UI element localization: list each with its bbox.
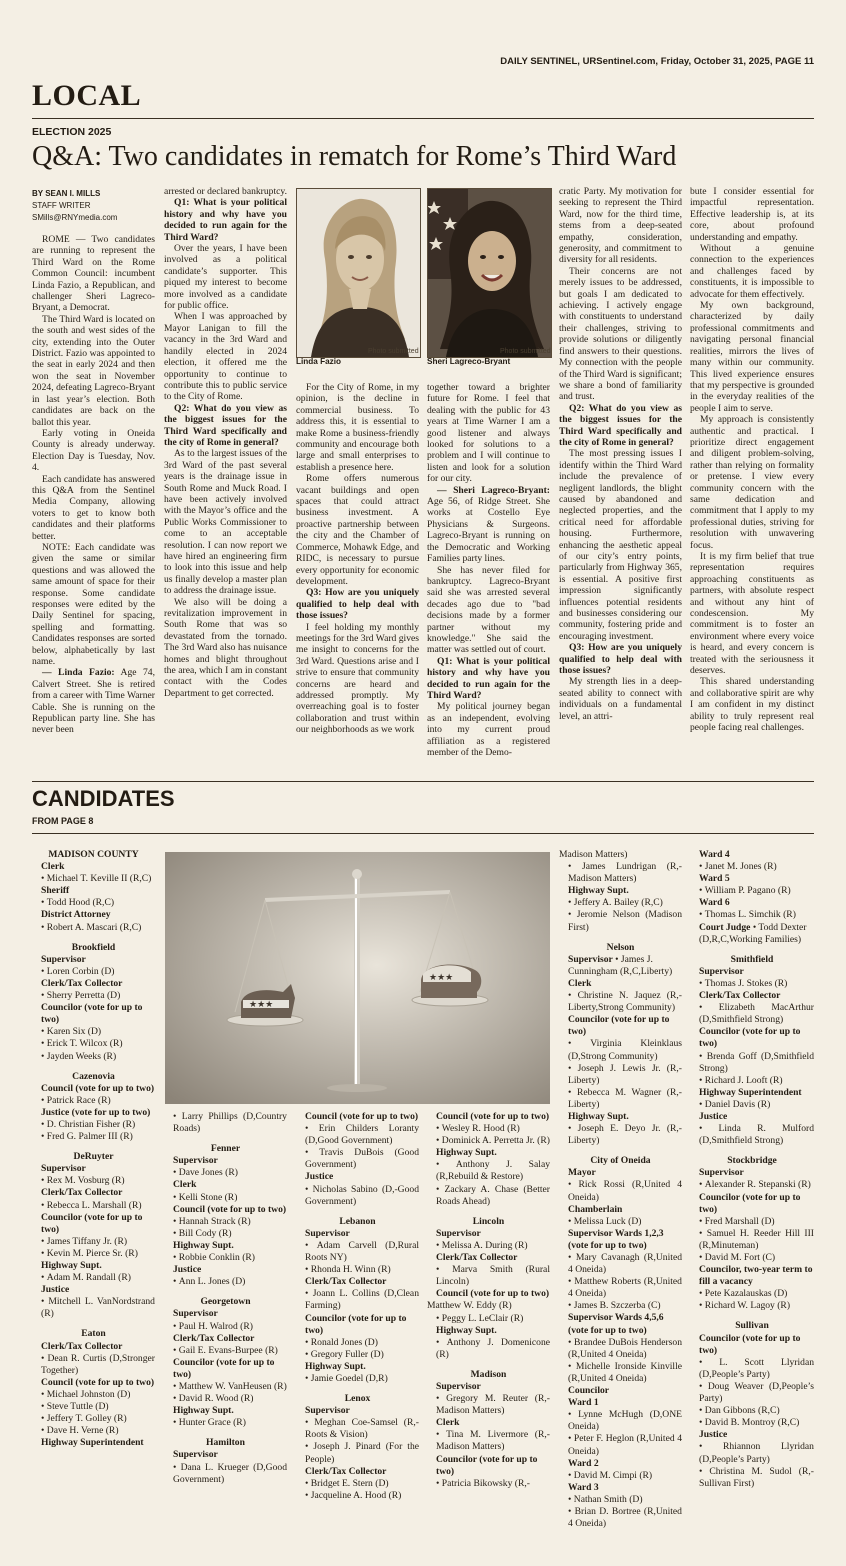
office-label: Sheriff bbox=[41, 885, 70, 897]
candidate-name: • Karen Six (D) bbox=[32, 1026, 155, 1038]
office-label: Ward 6 bbox=[699, 897, 730, 909]
photo-credit-2: Photo submitted bbox=[500, 348, 551, 355]
office-label: Supervisor bbox=[699, 965, 744, 977]
candidate-name: • Fred G. Palmer III (R) bbox=[32, 1131, 155, 1143]
candidate-name: • Peggy L. LeClair (R) bbox=[427, 1313, 550, 1325]
candidate-name: • Dave H. Verne (R) bbox=[32, 1425, 155, 1437]
office-label: Supervisor bbox=[173, 1155, 218, 1167]
office-label: Highway Supt. bbox=[173, 1405, 234, 1417]
office-label: Clerk bbox=[173, 1179, 197, 1191]
article-paragraph: Early voting in Oneida County is already underway. Election Day is Tuesday, Nov. 4. bbox=[32, 427, 155, 474]
article-paragraph: As to the largest issues of the 3rd Ward of the past several years is the drainage issue in South Rome and Muck Road. I have been actively involved with the Mayor’s office and the Public Works Commissioner to come to an acceptable resolution. I can now report we have hired an engineering firm to look into this issue and help us finally develop a master plan to address the drainage issue. bbox=[164, 448, 287, 597]
article-paragraph: Each candidate has answered this Q&A from the Sentinel Media Company, allowing voters to get to know both candidates and their platforms better. bbox=[32, 473, 155, 542]
candidate-name: • Jeffery A. Bailey (R,C) bbox=[559, 897, 682, 909]
byline-email: SMills@RNYmedia.com bbox=[32, 213, 118, 222]
candidate-name: • Rick Rossi (R,United 4 Oneida) bbox=[559, 1179, 682, 1203]
office-label: Clerk/Tax Collector bbox=[699, 990, 781, 1002]
article-question: Q3: How are you uniquely qualified to help deal with those issues? bbox=[559, 642, 682, 677]
candidate-name: • David B. Montroy (R,C) bbox=[690, 1417, 814, 1429]
scales-photo bbox=[165, 852, 550, 1104]
candidate-name: • Loren Corbin (D) bbox=[32, 966, 155, 978]
office-label: Clerk/Tax Collector bbox=[173, 1332, 255, 1344]
office-label: Supervisor bbox=[699, 1167, 744, 1179]
candidate-name: • Jamie Goedel (D,R) bbox=[296, 1373, 419, 1385]
office-label: Clerk/Tax Collector bbox=[305, 1276, 387, 1288]
municipality-heading: Nelson bbox=[606, 941, 635, 953]
article-question: Q3: How are you uniquely qualified to help deal with those issues? bbox=[296, 587, 419, 622]
candidate-name: • Richard W. Lagoy (R) bbox=[690, 1300, 814, 1312]
section-divider bbox=[32, 781, 814, 782]
candidate-name: • Anthony J. Domenicone (R) bbox=[427, 1337, 550, 1361]
photo-caption-2: Sheri Lagreco-Bryant bbox=[427, 357, 511, 366]
candidate-name: • Hunter Grace (R) bbox=[164, 1417, 287, 1429]
candidate-name: • Nathan Smith (D) bbox=[559, 1494, 682, 1506]
municipality-heading: Eaton bbox=[81, 1328, 106, 1340]
candidate-name: • Todd Dexter (D,R,C,Working Families) bbox=[699, 921, 807, 945]
candidate-name: • Joann L. Collins (D,Clean Farming) bbox=[296, 1288, 419, 1312]
candidate-name: • Daniel Davis (R) bbox=[690, 1099, 814, 1111]
candidate-name: • Elizabeth MacArthur (D,Smithfield Strong) bbox=[690, 1002, 814, 1026]
candidate-name: • Alexander R. Stepanski (R) bbox=[690, 1179, 814, 1191]
article-paragraph: cratic Party. My motivation for seeking to represent the Third Ward, now for the third time, stems from a deep-seated empathy, consideration, generosity, and commitment to diversity for all residents. bbox=[559, 186, 682, 266]
candidates-kicker: FROM PAGE 8 bbox=[32, 816, 94, 826]
photo-credit-1: Photo submitted bbox=[368, 348, 419, 355]
candidate-name: • L. Scott Llyridan (D,People’s Party) bbox=[690, 1357, 814, 1381]
candidate-name: • Dana L. Krueger (D,Good Government) bbox=[164, 1462, 287, 1486]
office-label: Councilor (vote for up to two) bbox=[305, 1312, 407, 1336]
municipality-heading: Lebanon bbox=[339, 1215, 376, 1227]
candidate-name: • Bridget E. Stern (D) bbox=[296, 1478, 419, 1490]
municipality-heading: Hamilton bbox=[206, 1437, 245, 1449]
office-label: Supervisor bbox=[305, 1405, 350, 1417]
article-paragraph: bute I consider essential for impactful representation. Effective leadership is, at its core, about profound understanding and empathy. bbox=[690, 186, 814, 243]
office-label: District Attorney bbox=[41, 909, 111, 921]
candidate-name: • Christine N. Jaquez (R,-Liberty,Strong Community) bbox=[559, 990, 682, 1014]
article-paragraph: NOTE: Each candidate was given the same or similar questions and was allowed the same amount of space for their response. Some candidate responses were edited by the Daily Sentinel for spacing, spelling and formatting. Candidates responses are sorted below, alphabetically by last name. bbox=[32, 541, 155, 668]
candidates-title: CANDIDATES bbox=[32, 786, 175, 811]
candidate-name: • David R. Wood (R) bbox=[164, 1393, 287, 1405]
candidate-name: • Marva Smith (Rural Lincoln) bbox=[427, 1264, 550, 1288]
photo-caption-1: Linda Fazio bbox=[296, 357, 342, 366]
article-paragraph: I feel holding my monthly meetings for the 3rd Ward gives me insight to concerns for the 3rd Ward. Questions arise and I strive to ensure that community concerns are heard and addressed promptly. My overreaching goal is to foster collaboration and trust within our neighborhoods as we work bbox=[296, 621, 419, 736]
office-with-candidate bbox=[690, 922, 814, 946]
candidate-name: • Todd Hood (R,C) bbox=[32, 897, 155, 909]
candidate-name: • Christina M. Sudol (R,-Sullivan First) bbox=[690, 1466, 814, 1490]
candidate-name: • Rebecca M. Wagner (R,-Liberty) bbox=[559, 1087, 682, 1111]
office-label: Council (vote for up to two) bbox=[41, 1082, 155, 1094]
article-paragraph: When I was approached by Mayor Lanigan to fill the vacancy in the 3rd Ward and handily elected in 2024 election, it offered me the opportunity to continue to contribute this to public service to the City of Rome. bbox=[164, 311, 287, 403]
office-label: Supervisor bbox=[568, 953, 613, 965]
office-label: Supervisor bbox=[305, 1227, 350, 1239]
candidate-name: • Rex M. Vosburg (R) bbox=[32, 1175, 155, 1187]
office-label: Clerk bbox=[41, 861, 65, 873]
office-label: Councilor (vote for up to two) bbox=[699, 1191, 801, 1215]
office-label: Council (vote for up to two) bbox=[173, 1203, 287, 1215]
candidate-name: • Steve Tuttle (D) bbox=[32, 1401, 155, 1413]
office-label: Councilor (vote for up to two) bbox=[699, 1026, 801, 1050]
municipality-heading: Fenner bbox=[210, 1143, 241, 1155]
candidate-name: • Wesley R. Hood (R) bbox=[427, 1123, 550, 1135]
candidate-name: • Janet M. Jones (R) bbox=[690, 861, 814, 873]
article-question: Q1: What is your political history and why have you decided to run again for the Third Ward? bbox=[164, 197, 287, 243]
office-label: Clerk/Tax Collector bbox=[41, 1187, 123, 1199]
municipality-heading: MADISON COUNTY bbox=[48, 849, 139, 860]
office-label: Councilor bbox=[568, 1385, 610, 1397]
office-label: Justice bbox=[305, 1171, 334, 1183]
office-label: Councilor (vote for up to two) bbox=[41, 1002, 143, 1026]
candidate-name: • Dave Jones (R) bbox=[164, 1167, 287, 1179]
office-label: Highway Supt. bbox=[41, 1260, 102, 1271]
candidate-name: • Rhonda H. Winn (R) bbox=[296, 1264, 419, 1276]
candidate-name: • Erick T. Wilcox (R) bbox=[32, 1038, 155, 1050]
candidates-rule bbox=[32, 833, 814, 834]
candidate-lead-in: — Linda Fazio: bbox=[42, 667, 115, 679]
office-label: Ward 1 bbox=[568, 1397, 599, 1409]
candidate-name: • Ann L. Jones (D) bbox=[164, 1276, 287, 1288]
candidate-name: • Nicholas Sabino (D,-Good Government) bbox=[296, 1184, 419, 1208]
article-paragraph: For the City of Rome, in my opinion, is the decline in commercial business. To address this, it is essential to make Rome a business-friendly community and encourage both large and small enterprises to establish a presence here. bbox=[296, 382, 419, 473]
candidate-name: • Pete Kazalauskas (D) bbox=[690, 1288, 814, 1300]
office-label: Council (vote for up to two) bbox=[436, 1288, 550, 1300]
candidate-name: • Michael T. Keville II (R,C) bbox=[32, 873, 155, 885]
office-label: Justice bbox=[41, 1284, 70, 1296]
article-paragraph: This shared understanding and collaborative spirit are why I am confident in my distinct ability to truly represent real people facing real challenges. bbox=[690, 676, 814, 734]
candidate-name: • Doug Weaver (D,People’s Party) bbox=[690, 1381, 814, 1405]
candidate-name: • Robert A. Mascari (R,C) bbox=[32, 922, 155, 934]
candidates-column-5 bbox=[559, 849, 682, 1561]
article-paragraph: Without a genuine connection to the experiences and challenges faced by constituents, it is impossible to advocate for them effectively. bbox=[690, 243, 814, 300]
office-label: Ward 5 bbox=[699, 873, 730, 885]
portrait-woman-dark-hair-icon bbox=[428, 189, 551, 357]
candidate-name: • Tina M. Livermore (R,-Madison Matters) bbox=[427, 1429, 550, 1453]
article-column-2 bbox=[164, 186, 287, 774]
municipality-heading: Cazenovia bbox=[72, 1070, 115, 1082]
candidate-name: • Gregory M. Reuter (R,-Madison Matters) bbox=[427, 1393, 550, 1417]
article-question: Q2: What do you view as the biggest issues for the Third Ward specifically and the city of Rome in general? bbox=[164, 402, 287, 448]
article-paragraph: together toward a brighter future for Rome. I feel that dealing with the public for 43 years at Time Warner I am a good listener and always looked for solutions to a problem and I will continue to listen and look for a solution for our city. bbox=[427, 382, 550, 485]
office-label: Clerk bbox=[568, 977, 592, 989]
photo-linda-fazio bbox=[296, 188, 421, 358]
office-label: Ward 2 bbox=[568, 1457, 599, 1469]
candidate-name: • Anthony J. Salay (R,Rebuild & Restore) bbox=[427, 1159, 550, 1183]
candidate-name: • Rhiannon Llyridan (D,People’s Party) bbox=[690, 1441, 814, 1465]
office-label: Supervisor Wards 1,2,3 (vote for up to two) bbox=[568, 1227, 664, 1251]
article-paragraph: The Third Ward is located on the south and west sides of the city, extending into the Outer District. Fazio was appointed to the seat in early 2024 and then won the seat in November 2024, defeating Lagreco-Bryant in last year’s election. Both candidates are back on the ballot this year. bbox=[32, 313, 155, 428]
candidate-name: • David M. Fort (C) bbox=[690, 1252, 814, 1264]
candidate-name: • Brenda Goff (D,Smithfield Strong) bbox=[690, 1051, 814, 1075]
candidate-name: • Dominick A. Perretta Jr. (R) bbox=[427, 1135, 550, 1147]
article-paragraph: My approach is consistently authentic and practical. I prioritize direct engagement and diligent problem-solving, rather than relying on formality or pretense. I view every community concern with the same dedication and commitment that I apply to my professional duties, striving for resolution with unwavering focus. bbox=[690, 414, 814, 551]
office-label: Court Judge bbox=[699, 921, 751, 933]
candidate-name: • Jeromie Nelson (Madison First) bbox=[559, 909, 682, 933]
municipality-heading: Sullivan bbox=[735, 1320, 769, 1332]
candidate-name: • Ronald Jones (D) bbox=[296, 1337, 419, 1349]
office-label: Councilor (vote for up to two) bbox=[41, 1211, 143, 1235]
office-label: Supervisor bbox=[436, 1380, 481, 1392]
office-label: Supervisor bbox=[41, 953, 86, 965]
office-label: Clerk/Tax Collector bbox=[41, 1340, 123, 1352]
candidate-name: • Samuel H. Reeder Hill III (R,Minuteman) bbox=[690, 1228, 814, 1252]
candidate-name: • Jeffery T. Golley (R) bbox=[32, 1413, 155, 1425]
office-label: Supervisor Wards 4,5,6 (vote for up to two) bbox=[568, 1312, 664, 1336]
article-question: Q1: What is your political history and why have you decided to run again for the Third Ward? bbox=[427, 655, 550, 701]
byline-role: STAFF WRITER bbox=[32, 201, 91, 210]
byline-name: BY SEAN I. MILLS bbox=[32, 189, 101, 198]
candidate-name: • Gail E. Evans-Burpee (R) bbox=[164, 1345, 287, 1357]
candidate-name: • Brandee DuBois Henderson (R,United 4 Oneida) bbox=[559, 1337, 682, 1361]
candidate-name: • Patrick Race (R) bbox=[32, 1095, 155, 1107]
candidate-name: • Rebecca L. Marshall (R) bbox=[32, 1200, 155, 1212]
article-kicker: ELECTION 2025 bbox=[32, 126, 112, 138]
article-column-1 bbox=[32, 234, 155, 774]
office-label: Council (vote for up to two) bbox=[436, 1111, 550, 1122]
candidate-name: • Mary Cavanagh (R,United 4 Oneida) bbox=[559, 1252, 682, 1276]
candidate-name: • Peter F. Heglon (R,United 4 Oneida) bbox=[559, 1433, 682, 1457]
office-label: Councilor (vote for up to two) bbox=[699, 1332, 801, 1356]
article-paragraph: It is my firm belief that true representation requires approaching constituents as partners, with absolute respect and without any hint of condescension. My commitment is to foster an environment where every voice is heard, and every concern is treated with the seriousness it deserves. bbox=[690, 551, 814, 677]
candidate-name: • Linda R. Mulford (D,Smithfield Strong) bbox=[690, 1123, 814, 1147]
candidate-name: • William P. Pagano (R) bbox=[690, 885, 814, 897]
office-label: Mayor bbox=[568, 1167, 596, 1179]
municipality-heading: Smithfield bbox=[730, 953, 774, 965]
article-paragraph: Over the years, I have been involved as a political candidate’s supporter. This piqued my interest to become more involved as a candidate for public office. bbox=[164, 243, 287, 312]
candidate-name: • D. Christian Fisher (R) bbox=[32, 1119, 155, 1131]
candidate-name: • Matthew W. VanHeusen (R) bbox=[164, 1381, 287, 1393]
article-paragraph: My strength lies in a deep-seated ability to connect with individuals on a fundamental level, an attri- bbox=[559, 676, 682, 722]
candidate-name: Matthew W. Eddy (R) bbox=[427, 1300, 512, 1312]
candidate-name: • Michael Johnston (D) bbox=[32, 1389, 155, 1401]
portrait-woman-blonde-icon bbox=[297, 189, 420, 357]
candidates-column-4 bbox=[427, 1111, 550, 1561]
candidate-name: • James Lundrigan (R,-Madison Matters) bbox=[559, 861, 682, 885]
office-label: Councilor, two-year term to fill a vacancy bbox=[699, 1264, 813, 1288]
municipality-heading: Madison bbox=[470, 1368, 507, 1380]
candidate-name: • Fred Marshall (D) bbox=[690, 1216, 814, 1228]
candidate-name: • Joseph J. Lewis Jr. (R,-Liberty) bbox=[559, 1063, 682, 1087]
candidate-name: • James J. Cunningham (R,C,Liberty) bbox=[568, 953, 673, 977]
candidate-name: • Dan Gibbons (R,C) bbox=[690, 1405, 814, 1417]
municipality-heading: Stockbridge bbox=[727, 1155, 777, 1167]
office-label: Highway Supt. bbox=[436, 1147, 497, 1159]
svg-text:★★★: ★★★ bbox=[249, 1000, 274, 1010]
candidate-lead-in: — Sheri Lagreco-Bryant: bbox=[437, 484, 550, 496]
candidates-column-1 bbox=[32, 849, 155, 1559]
article-paragraph: She has never filed for bankruptcy. Lagreco-Bryant said she was arrested several decades ago due to "bad decisions made by a former partner without my knowledge." She said the matter was settled out of court. bbox=[427, 564, 550, 656]
office-with-candidate bbox=[559, 954, 682, 978]
office-label: Supervisor bbox=[436, 1227, 481, 1239]
office-label: Supervisor bbox=[41, 1163, 86, 1175]
byline bbox=[32, 188, 160, 224]
candidates-column-2 bbox=[164, 1111, 287, 1561]
office-label: Clerk bbox=[436, 1417, 460, 1429]
municipality-heading: City of Oneida bbox=[590, 1155, 651, 1167]
candidate-name: • Jacqueline A. Hood (R) bbox=[296, 1490, 419, 1502]
candidate-name: • Patricia Bikowsky (R,- bbox=[427, 1478, 550, 1490]
candidate-name: • James Tiffany Jr. (R) bbox=[32, 1236, 155, 1248]
candidate-name: • Bill Cody (R) bbox=[164, 1228, 287, 1240]
office-label: Highway Supt. bbox=[305, 1360, 366, 1372]
article-column-6 bbox=[690, 186, 814, 774]
article-paragraph: My political journey began as an independent, evolving into my current proud affiliation as a registered member of the Demo- bbox=[427, 701, 550, 758]
candidate-name: • Erin Childers Loranty (D,Good Government) bbox=[296, 1123, 419, 1147]
candidate-name: • Travis DuBois (Good Government) bbox=[296, 1147, 419, 1171]
section-title: LOCAL bbox=[32, 79, 142, 112]
candidate-name: • Jayden Weeks (R) bbox=[32, 1051, 155, 1063]
candidate-name: • Melissa Luck (D) bbox=[559, 1216, 682, 1228]
office-label: Highway Supt. bbox=[568, 885, 629, 897]
article-question: Q2: What do you view as the biggest issues for the Third Ward specifically and the city of Rome in general? bbox=[559, 402, 682, 448]
article-paragraph: arrested or declared bankruptcy. bbox=[164, 186, 287, 197]
candidate-name: • Meghan Coe-Samsel (R,-Roots & Vision) bbox=[296, 1417, 419, 1441]
candidate-name: • Hannah Strack (R) bbox=[164, 1216, 287, 1228]
article-paragraph: My own background, characterized by daily professional commitments and navigating personal financial realities, mirrors the lives of many within our community. This lived experience ensures that my perspective is grounded in the everyday realities of the people I aim to serve. bbox=[690, 300, 814, 414]
candidates-column-6 bbox=[690, 849, 814, 1561]
candidate-name: • Michelle Ironside Kinville (R,United 4 Oneida) bbox=[559, 1361, 682, 1385]
candidate-name: • Sherry Perretta (D) bbox=[32, 990, 155, 1002]
candidate-name: • Larry Phillips (D,Country Roads) bbox=[164, 1111, 287, 1135]
candidate-name: • Melissa A. During (R) bbox=[427, 1240, 550, 1252]
candidate-name: • Robbie Conklin (R) bbox=[164, 1252, 287, 1264]
office-label: Councilor (vote for up to two) bbox=[568, 1014, 670, 1038]
candidate-name: • Gregory Fuller (D) bbox=[296, 1349, 419, 1361]
candidate-name: • David M. Cimpi (R) bbox=[559, 1470, 682, 1482]
running-head: DAILY SENTINEL, URSentinel.com, Friday, October 31, 2025, PAGE 11 bbox=[500, 56, 814, 67]
candidate-name: • Lynne McHugh (D,ONE Oneida) bbox=[559, 1409, 682, 1433]
municipality-heading: Georgetown bbox=[200, 1296, 251, 1308]
office-label: Council (vote for up to two) bbox=[305, 1111, 419, 1122]
office-label: Councilor (vote for up to two) bbox=[173, 1356, 275, 1380]
office-label: Justice (vote for up to two) bbox=[41, 1106, 151, 1118]
candidate-name: • Joseph E. Deyo Jr. (R,-Liberty) bbox=[559, 1123, 682, 1147]
candidate-name: • Dean R. Curtis (D,Stronger Together) bbox=[32, 1353, 155, 1377]
candidate-name: • Zackary A. Chase (Better Roads Ahead) bbox=[427, 1184, 550, 1208]
office-label: Highway Supt. bbox=[173, 1239, 234, 1251]
candidate-name: • Adam Carvell (D,Rural Roots NY) bbox=[296, 1240, 419, 1264]
candidate-name: • James B. Szczerba (C) bbox=[559, 1300, 682, 1312]
candidate-name: • Kevin M. Pierce Sr. (R) bbox=[32, 1248, 155, 1260]
candidate-name: • Kelli Stone (R) bbox=[164, 1192, 287, 1204]
office-label: Justice bbox=[699, 1429, 728, 1441]
candidate-name: • Richard J. Looft (R) bbox=[690, 1075, 814, 1087]
office-label: Justice bbox=[173, 1264, 202, 1276]
office-label: Highway Superintendent bbox=[699, 1086, 802, 1098]
svg-text:★★★: ★★★ bbox=[429, 973, 454, 983]
municipality-heading: Lincoln bbox=[472, 1215, 505, 1227]
office-label: Clerk/Tax Collector bbox=[41, 977, 123, 989]
office-label: Highway Superintendent bbox=[41, 1437, 144, 1449]
office-label: Clerk/Tax Collector bbox=[305, 1465, 387, 1477]
municipality-heading: Brookfield bbox=[71, 941, 116, 953]
article-paragraph: Their concerns are not merely issues to be addressed, but goals I am dedicated to achieving. I actively engage with constituents to understand their challenges, striving to provide solutions or diligently find answers to their questions. My connection with the people of the Third Ward is significant; we share a bond of familiarity and trust. bbox=[559, 265, 682, 403]
candidates-column-3 bbox=[296, 1111, 419, 1561]
office-label: Ward 3 bbox=[568, 1481, 599, 1493]
candidate-name: • Mitchell L. VanNordstrand (R) bbox=[32, 1296, 155, 1320]
office-label: Councilor (vote for up to two) bbox=[436, 1453, 538, 1477]
office-label: Council (vote for up to two) bbox=[41, 1376, 155, 1388]
section-rule bbox=[32, 118, 814, 119]
office-label: Justice bbox=[699, 1110, 728, 1122]
article-column-4 bbox=[427, 382, 550, 774]
candidate-name: • Virginia Kleinklaus (D,Strong Community) bbox=[559, 1038, 682, 1062]
candidate-name: • Thomas L. Simchik (R) bbox=[690, 909, 814, 921]
office-label: Ward 4 bbox=[699, 849, 730, 860]
office-label: Clerk/Tax Collector bbox=[436, 1252, 518, 1264]
article-paragraph: The most pressing issues I identify within the Third Ward include the prevalence of negligent landlords, the blight caused by abandoned and neglected properties, and the critical need for affordable housing. Furthermore, enhancing the aesthetic appeal of our city’s entry points, particularly from Highway 365, is essential. A positive first impression significantly influences potential residents and businesses considering our community, fostering pride and encouraging investment. bbox=[559, 448, 682, 642]
office-label: Highway Supt. bbox=[436, 1324, 497, 1336]
candidate-name: • Brian D. Bortree (R,United 4 Oneida) bbox=[559, 1506, 682, 1530]
candidate-name: • Matthew Roberts (R,United 4 Oneida) bbox=[559, 1276, 682, 1300]
article-paragraph: — Sheri Lagreco-Bryant: Age 56, of Ridge Street. She works at Costello Eye Physicians & Surgeons. Lagreco-Bryant is running on the Democratic and Working Families party lines. bbox=[427, 484, 550, 565]
balance-scale-icon bbox=[165, 852, 550, 1104]
office-label: Chamberlain bbox=[568, 1203, 623, 1215]
candidate-name: • Thomas J. Stokes (R) bbox=[690, 978, 814, 990]
article-column-3 bbox=[296, 382, 419, 774]
office-label: Highway Supt. bbox=[568, 1110, 629, 1122]
article-column-5 bbox=[559, 186, 682, 774]
office-label: Supervisor bbox=[173, 1449, 218, 1461]
article-paragraph: Rome offers numerous vacant buildings and open spaces that could attract business investment. A proactive partnership between the city and the Chamber of Commerce, Mohawk Edge, and RIDC, is necessary to pursue every opportunity for economic development. bbox=[296, 473, 419, 587]
candidate-name: • Adam M. Randall (R) bbox=[32, 1272, 155, 1284]
photo-sheri-lagreco-bryant bbox=[427, 188, 552, 358]
article-paragraph: — Linda Fazio: Age 74, Calvert Street. She is retired from a career with Time Warner Cable. She is running on the Republican party line. She has never been bbox=[32, 667, 155, 736]
municipality-heading: DeRuyter bbox=[73, 1151, 114, 1163]
candidate-name: • Joseph J. Pinard (For the People) bbox=[296, 1441, 419, 1465]
article-paragraph: We also will be doing a revitalization improvement in South Rome that was so devastated from the tornado. The 3rd Ward also has nuisance homes and blight throughout the area, which I am in constant contact with the Codes Department to get corrected. bbox=[164, 596, 287, 699]
candidate-name: • Paul H. Walrod (R) bbox=[164, 1321, 287, 1333]
article-headline: Q&A: Two candidates in rematch for Rome’s Third Ward bbox=[32, 141, 677, 172]
candidate-name: Madison Matters) bbox=[559, 849, 628, 860]
municipality-heading: Lenox bbox=[344, 1393, 371, 1405]
article-paragraph: ROME — Two candidates are running to represent the Third Ward on the Rome Common Council: incumbent Linda Fazio, a Republican, and challenger Sheri Lagreco-Bryant, a Democrat. bbox=[32, 234, 155, 314]
office-label: Supervisor bbox=[173, 1308, 218, 1320]
